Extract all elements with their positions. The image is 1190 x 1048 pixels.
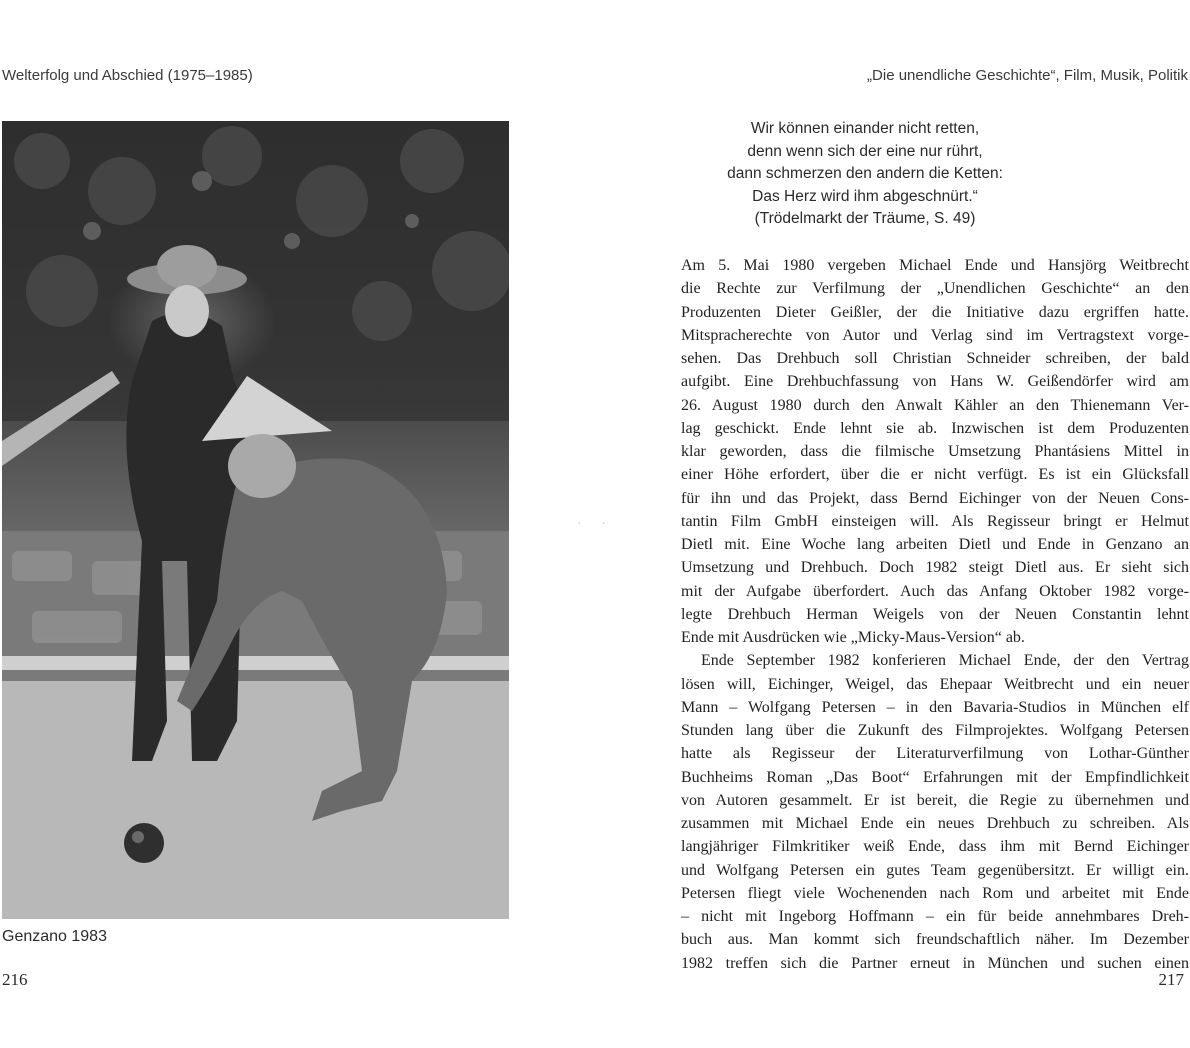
text-line: Ende mit Ausdrücken wie „Micky-Maus-Version“ ab. bbox=[681, 629, 1025, 646]
text-line: klar geworden, dass die filmische Umsetzung Phantásiens Mittel in bbox=[681, 443, 1189, 460]
photo-illustration bbox=[2, 121, 509, 919]
text-line: Buchheims Roman „Das Boot“ Erfahrungen mit der Empfindlichkeit bbox=[681, 768, 1189, 786]
text-line: Dietl mit. Eine Woche lang arbeiten Dietl und Ende in Genzano an bbox=[681, 536, 1189, 553]
photo-caption: Genzano 1983 bbox=[2, 928, 107, 945]
text-line: hatte als Regisseur der Literaturverfilmung von Lothar-Günther bbox=[681, 745, 1189, 763]
text-line: Stunden lang über die Zukunft des Filmprojektes. Wolfgang Petersen bbox=[681, 722, 1189, 739]
text-line: sehen. Das Drehbuch soll Christian Schneider schreiben, der bald bbox=[681, 350, 1189, 367]
poem-line: dann schmerzen den andern die Ketten: bbox=[727, 165, 1003, 182]
text-line: Produzenten Dieter Geißler, der die Initiative dazu ergriffen hatte. bbox=[681, 303, 1189, 321]
text-line: und Wolfgang Petersen ein gutes Team gegenübersitzt. Er willigt ein. bbox=[681, 861, 1189, 879]
text-line: einer Höhe erfordert, über die er nicht verfügt. Es ist ein Glücksfall bbox=[681, 466, 1189, 484]
right-page bbox=[595, 0, 1190, 1048]
gutter-marks: ·· bbox=[578, 519, 628, 528]
text-line: die Rechte zur Verfilmung der „Unendlichen Geschichte“ an den bbox=[681, 280, 1189, 298]
text-line: langjähriger Filmkritiker weiß Ende, dass ihm mit Bernd Eichinger bbox=[681, 838, 1189, 856]
text-line: mit der Aufgabe überfordert. Auch das Anfang Oktober 1982 vorge- bbox=[681, 582, 1189, 600]
text-line: aufgibt. Eine Drehbuchfassung von Hans W. Geißendörfer wird am bbox=[681, 373, 1189, 391]
text-line: Am 5. Mai 1980 vergeben Michael Ende und Hansjörg Weitbrecht bbox=[681, 257, 1189, 274]
text-line: zusammen mit Michael Ende ein neues Drehbuch zu schreiben. Als bbox=[681, 815, 1189, 832]
poem-line: Wir können einander nicht retten, bbox=[750, 120, 980, 137]
text-line: Mitspracherechte von Autor und Verlag sind im Vertragstext vorge- bbox=[681, 326, 1189, 344]
text-line: legte Drehbuch Herman Weigels von der Neuen Constantin lehnt bbox=[681, 605, 1189, 623]
right-running-head: „Die unendliche Geschichte“, Film, Musik, Politik bbox=[867, 67, 1188, 84]
text-line: Ende September 1982 konferieren Michael Ende, der den Vertrag bbox=[701, 652, 1189, 670]
text-line: buch aus. Man kommt sich freundschaftlich näher. Im Dezember bbox=[681, 931, 1189, 949]
text-line: Petersen fliegt viele Wochenenden nach Rom und arbeitet mit Ende bbox=[681, 884, 1189, 902]
left-page-number: 216 bbox=[2, 970, 28, 989]
photo-genzano bbox=[2, 121, 509, 919]
text-line: für ihn und das Projekt, dass Bernd Eichinger von der Neuen Cons- bbox=[681, 489, 1189, 507]
text-line: tantin Film GmbH einsteigen will. Als Regisseur bringt er Helmut bbox=[681, 512, 1189, 530]
left-running-head: Welterfolg und Abschied (1975–1985) bbox=[2, 67, 253, 84]
text-line: 26. August 1980 durch den Anwalt Kähler an den Thienemann Ver- bbox=[681, 396, 1189, 414]
text-line: 1982 treffen sich die Partner erneut in München und suchen einen bbox=[681, 954, 1189, 972]
text-line: lösen will, Eichinger, Weigel, das Ehepaar Weitbrecht und ein neuer bbox=[681, 675, 1189, 693]
text-line: Umsetzung und Drehbuch. Doch 1982 steigt Dietl aus. Er sieht sich bbox=[681, 559, 1189, 577]
poem-line: denn wenn sich der eine nur rührt, bbox=[747, 142, 983, 160]
text-line: von Autoren gesammelt. Er ist bereit, die Regie zu übernehmen und bbox=[681, 791, 1189, 809]
poem-source: (Trödelmarkt der Träume, S. 49) bbox=[754, 210, 976, 227]
text-line: Mann – Wolfgang Petersen – in den Bavaria-Studios in München elf bbox=[681, 698, 1189, 716]
poem-line: Das Herz wird ihm abgeschnürt.“ bbox=[752, 187, 978, 205]
right-page-number: 217 bbox=[1158, 970, 1184, 989]
body-text bbox=[681, 254, 1189, 975]
text-line: lag geschickt. Ende lehnt sie ab. Inzwischen ist dem Produzenten bbox=[681, 419, 1189, 437]
text-line: – nicht mit Ingeborg Hoffmann – ein für beide annehmbares Dreh- bbox=[681, 908, 1189, 925]
poem-quote bbox=[655, 118, 1075, 231]
